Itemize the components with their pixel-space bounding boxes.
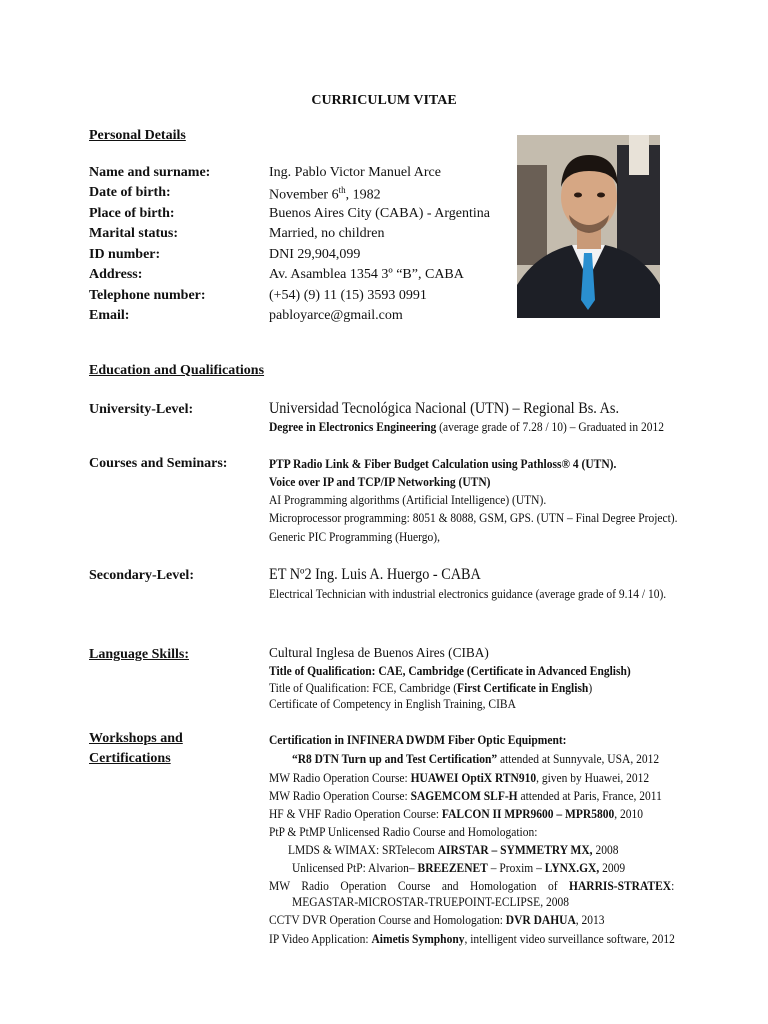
university-name: Universidad Tecnológica Nacional (UTN) – Regional Bs. As. [269,400,620,417]
section-heading-education: Education and Qualifications [89,363,265,378]
value-email[interactable]: pabloyarce@gmail.com [269,308,403,323]
profile-photo [517,135,660,318]
label-id: ID number: [89,247,161,262]
workshop-item: “R8 DTN Turn up and Test Certification” attended at Sunnyvale, USA, 2012 [292,752,660,766]
workshop-item: MW Radio Operation Course and Homologation of HARRIS-STRATEX: [269,879,675,893]
workshop-item: Certification in INFINERA DWDM Fiber Optic Equipment: [269,733,567,747]
label-phone: Telephone number: [89,288,206,303]
workshop-item: LMDS & WIMAX: SRTelecom AIRSTAR – SYMMETRY MX, 2008 [288,843,619,857]
value-marital: Married, no children [269,226,385,241]
language-cert-fce: Title of Qualification: FCE, Cambridge (First Certificate in English) [269,681,593,695]
label-courses: Courses and Seminars: [89,456,228,471]
language-cert-cae: Title of Qualification: CAE, Cambridge (Certificate in Advanced English) [269,664,631,678]
label-pob: Place of birth: [89,206,175,221]
workshop-item: MW Radio Operation Course: SAGEMCOM SLF-H attended at Paris, France, 2011 [269,789,662,803]
secondary-name: ET Nº2 Ing. Luis A. Huergo - CABA [269,566,481,583]
section-heading-workshops: Workshops and [89,731,183,746]
section-heading-personal: Personal Details [89,128,186,143]
course-item: Microprocessor programming: 8051 & 8088, GSM, GPS. (UTN – Final Degree Project). [269,511,678,525]
course-item: PTP Radio Link & Fiber Budget Calculation using Pathloss® 4 (UTN). [269,457,617,471]
label-email: Email: [89,308,130,323]
label-dob: Date of birth: [89,185,171,200]
workshop-item: HF & VHF Radio Operation Course: FALCON II MPR9600 – MPR5800, 2010 [269,807,643,821]
workshop-item: Unlicensed PtP: Alvarion– BREEZENET – Proxim – LYNX.GX, 2009 [292,861,626,875]
language-cert-ciba: Certificate of Competency in English Training, CIBA [269,697,516,711]
course-item: AI Programming algorithms (Artificial Intelligence) (UTN). [269,493,547,507]
language-institution: Cultural Inglesa de Buenos Aires (CIBA) [269,646,489,661]
workshop-item: CCTV DVR Operation Course and Homologation: DVR DAHUA, 2013 [269,913,605,927]
section-heading-certifications: Certifications [89,751,171,766]
secondary-detail: Electrical Technician with industrial electronics guidance (average grade of 9.14 / 10). [269,587,667,601]
workshop-item: PtP & PtMP Unlicensed Radio Course and Homologation: [269,825,538,839]
label-name: Name and surname: [89,165,211,180]
value-dob: November 6th, 1982 [269,185,381,203]
profile-photo-illustration [517,135,660,318]
document-title: CURRICULUM VITAE [311,93,457,108]
course-item: Voice over IP and TCP/IP Networking (UTN) [269,475,491,489]
workshop-item: MW Radio Operation Course: HUAWEI OptiX RTN910, given by Huawei, 2012 [269,771,650,785]
workshop-item: IP Video Application: Aimetis Symphony, intelligent video surveillance software, 2012 [269,932,675,946]
label-university: University-Level: [89,402,194,417]
value-pob: Buenos Aires City (CABA) - Argentina [269,206,491,221]
value-name: Ing. Pablo Victor Manuel Arce [269,165,441,180]
value-id: DNI 29,904,099 [269,247,361,262]
label-secondary: Secondary-Level: [89,568,194,583]
label-marital: Marital status: [89,226,179,241]
value-address: Av. Asamblea 1354 3º “B”, CABA [269,267,464,282]
value-phone: (+54) (9) 11 (15) 3593 0991 [269,288,427,303]
course-item: Generic PIC Programming (Huergo), [269,530,440,544]
workshop-item: MEGASTAR-MICROSTAR-TRUEPOINT-ECLIPSE, 2008 [292,895,569,909]
university-degree: Degree in Electronics Engineering (average grade of 7.28 / 10) – Graduated in 2012 [269,420,664,434]
label-address: Address: [89,267,143,282]
section-heading-language: Language Skills: [89,647,189,662]
